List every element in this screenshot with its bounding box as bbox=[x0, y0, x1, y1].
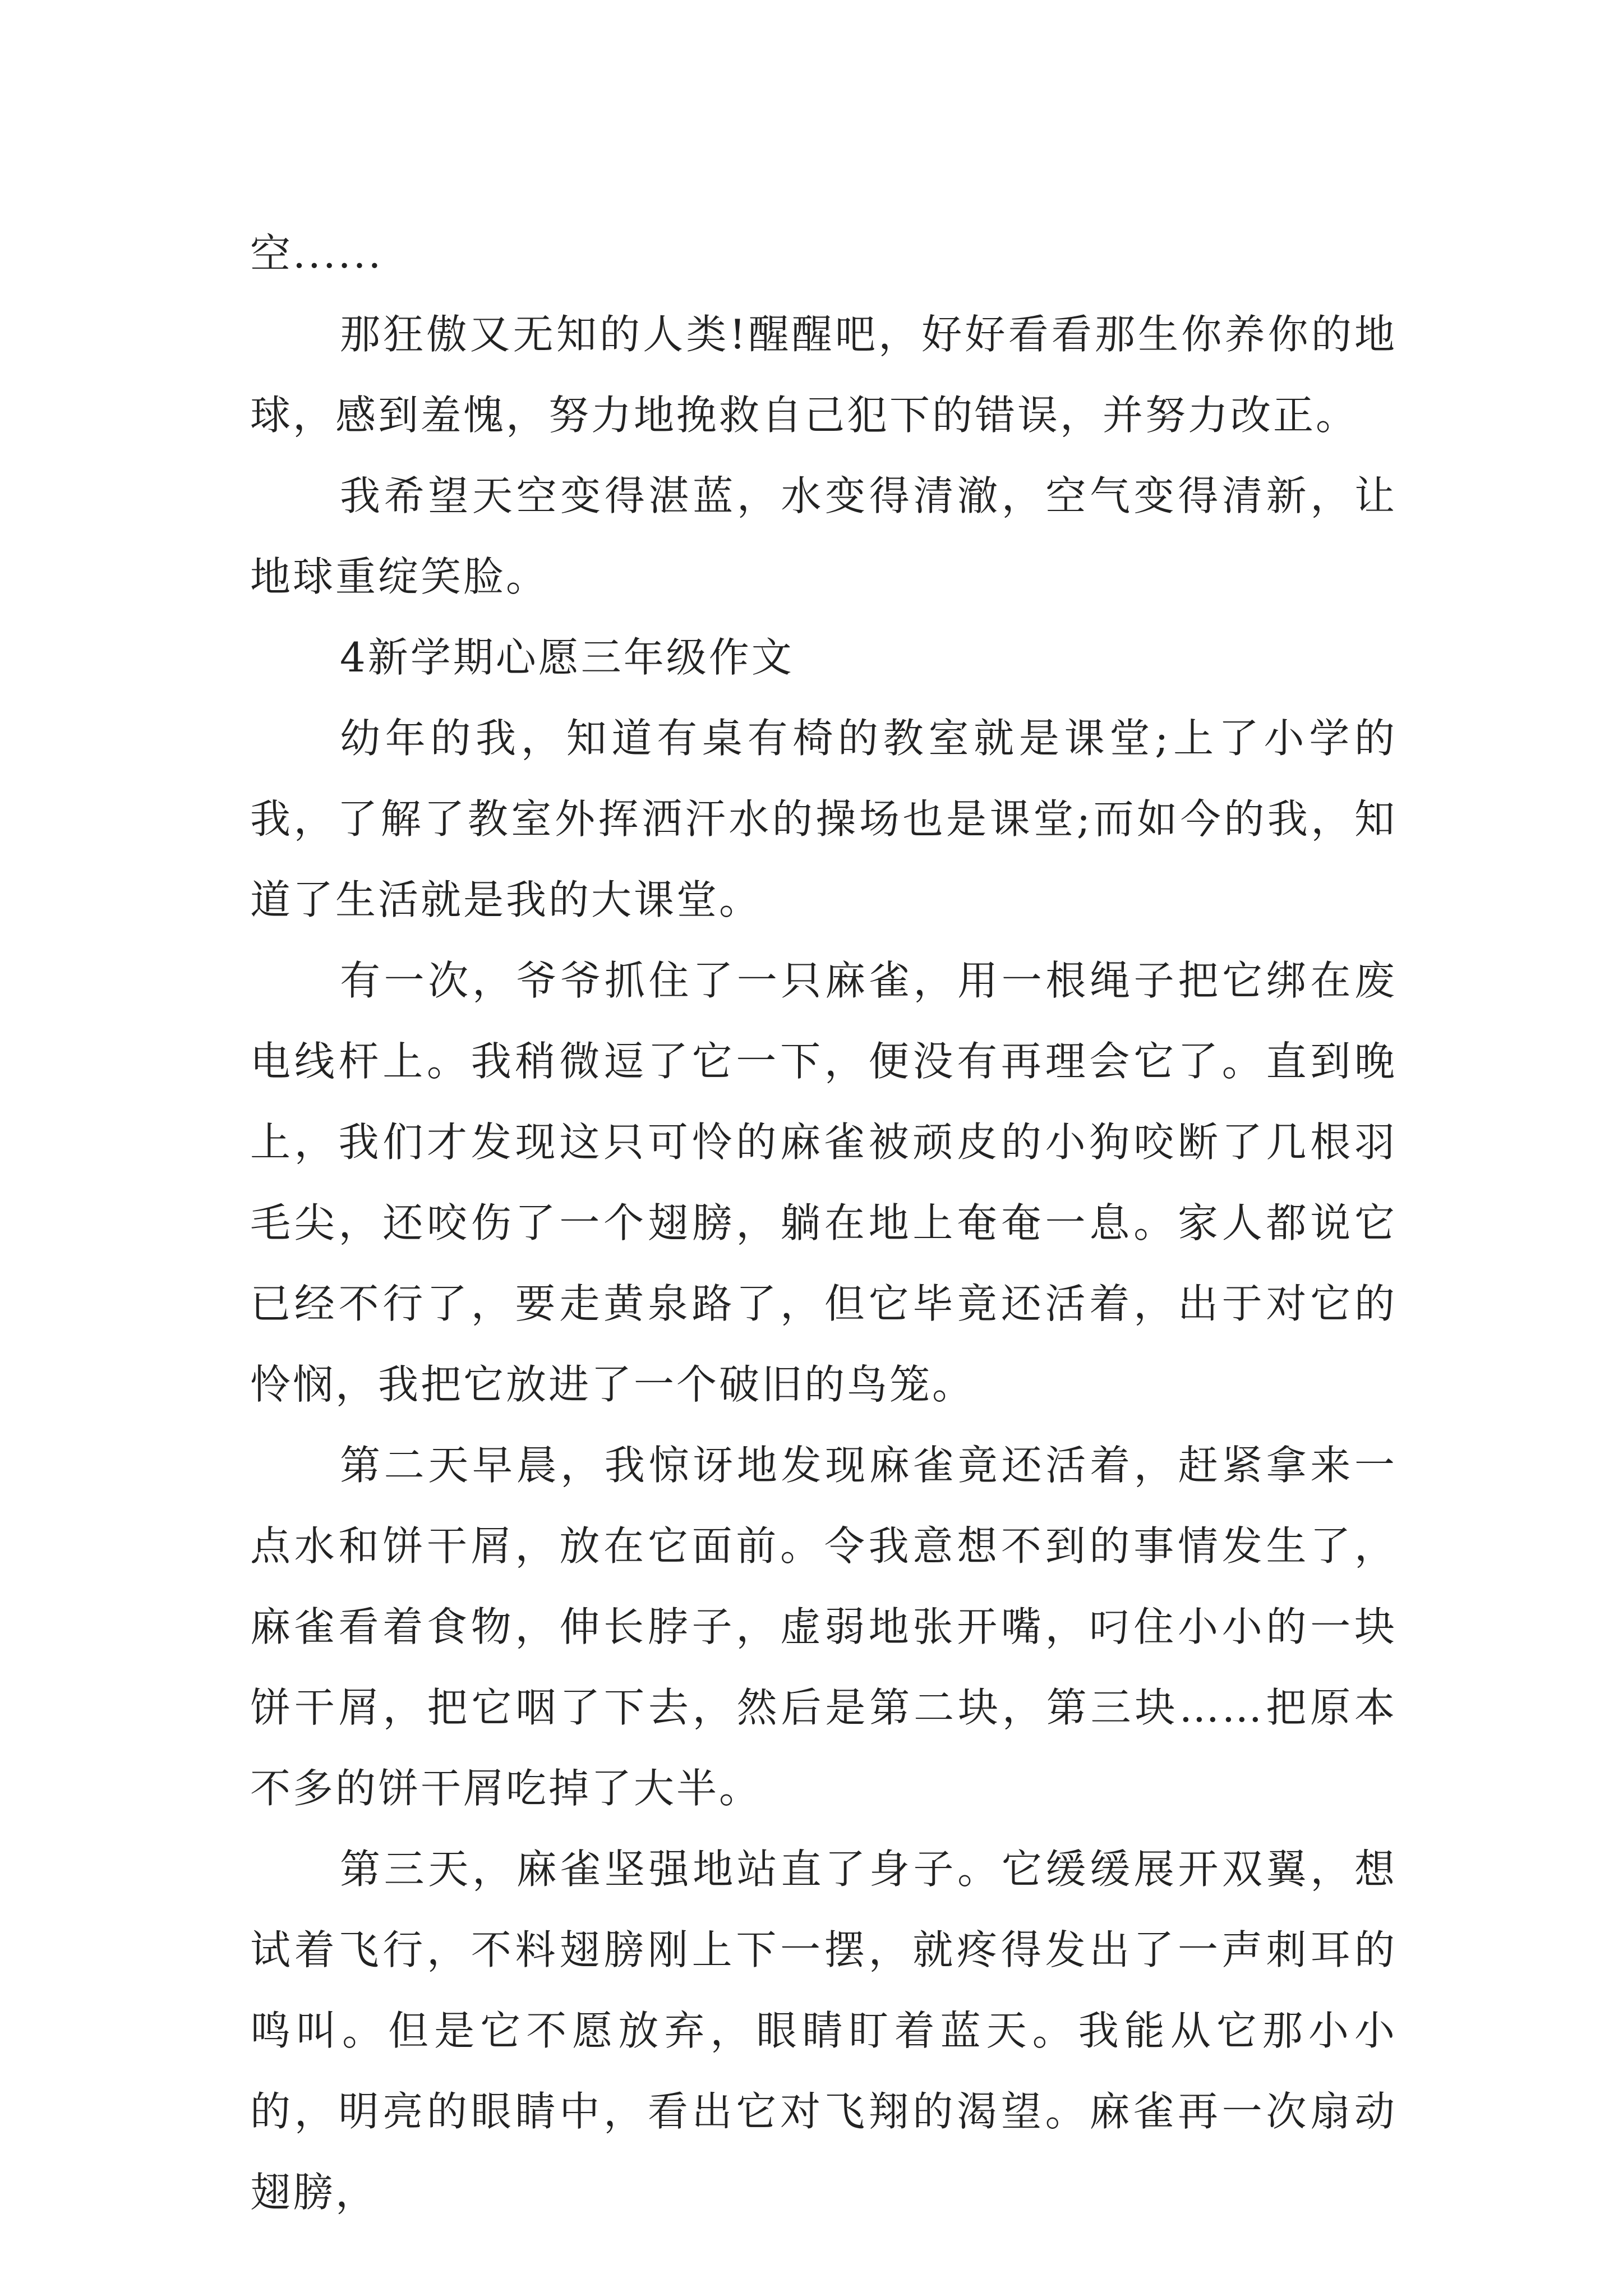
paragraph-5: 有一次，爷爷抓住了一只麻雀，用一根绳子把它绑在废电线杆上。我稍微逗了它一下，便没有再理会它了。直到晚上，我们才发现这只可怜的麻雀被顽皮的小狗咬断了几根羽毛尖，还咬伤了一个翅膀，躺在地上奄奄一息。家人都说它已经不行了，要走黄泉路了，但它毕竟还活着，出于对它的怜悯，我把它放进了一个破旧的鸟笼。 bbox=[250, 957, 1397, 1408]
paragraph-3: 我希望天空变得湛蓝，水变得清澈，空气变得清新，让地球重绽笑脸。 bbox=[250, 472, 1397, 600]
document-body bbox=[250, 213, 1397, 2233]
paragraph-1: 空...... bbox=[250, 230, 384, 277]
paragraph-4: 幼年的我，知道有桌有椅的教室就是课堂;上了小学的我，了解了教室外挥洒汗水的操场也是课堂;而如今的我，知道了生活就是我的大课堂。 bbox=[250, 715, 1397, 923]
paragraph-2: 那狂傲又无知的人类!醒醒吧，好好看看那生你养你的地球，感到羞愧，努力地挽救自己犯下的错误，并努力改正。 bbox=[250, 311, 1397, 439]
paragraph-6: 第二天早晨，我惊讶地发现麻雀竟还活着，赶紧拿来一点水和饼干屑，放在它面前。令我意想不到的事情发生了，麻雀看着食物，伸长脖子，虚弱地张开嘴，叼住小小的一块饼干屑，把它咽了下去，然后是第二块，第三块……把原本不多的饼干屑吃掉了大半。 bbox=[250, 1442, 1397, 1812]
section-heading: 4新学期心愿三年级作文 bbox=[340, 634, 794, 681]
paragraph-7: 第三天，麻雀坚强地站直了身子。它缓缓展开双翼，想试着飞行，不料翅膀刚上下一摆，就疼得发出了一声刺耳的鸣叫。但是它不愿放弃，眼睛盯着蓝天。我能从它那小小的，明亮的眼睛中，看出它对飞翔的渴望。麻雀再一次扇动翅膀， bbox=[250, 1846, 1397, 2216]
